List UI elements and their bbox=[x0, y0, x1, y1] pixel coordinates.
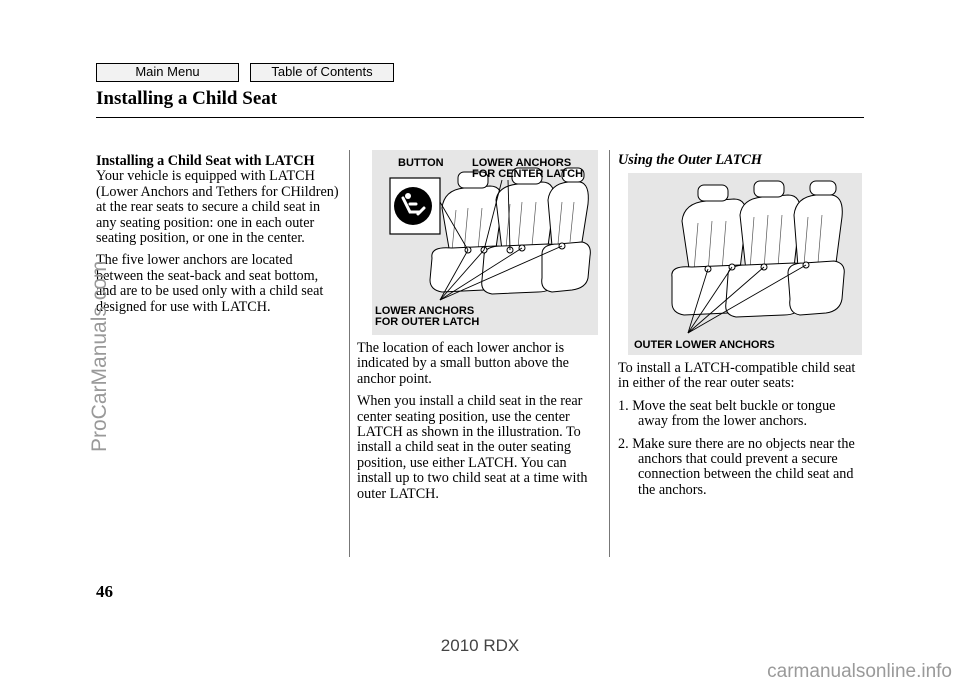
step-2: 2. Make sure there are no objects near the anchors that could prevent a secure connection between the child seat and the anchors. bbox=[618, 435, 855, 498]
model-footer: 2010 RDX bbox=[440, 636, 520, 655]
outer-latch-intro: To install a LATCH-compatible child seat in either of the rear outer seats: bbox=[618, 360, 856, 392]
side-watermark: ProCarManuals.com bbox=[88, 260, 111, 452]
outer-latch-heading: Using the Outer LATCH bbox=[618, 152, 762, 168]
intro-paragraph: Your vehicle is equipped with LATCH (Lower Anchors and Tethers for CHildren) at the rear seats to secure a child seat in any seating position: one in each outer seating position, or one in the center. bbox=[96, 168, 339, 247]
outer-lower-anchors-label: OUTER LOWER ANCHORS bbox=[634, 339, 775, 351]
column-divider-1 bbox=[349, 150, 350, 557]
table-of-contents-button[interactable]: Table of Contents bbox=[250, 63, 394, 82]
center-anchors-label-line2: FOR CENTER LATCH bbox=[472, 168, 584, 180]
column-1 bbox=[96, 154, 340, 322]
button-location-paragraph: The location of each lower anchor is indicated by a small button above the anchor point. bbox=[357, 340, 569, 387]
outer-anchors-label-line1: LOWER ANCHORS bbox=[375, 305, 475, 317]
outer-anchors-drawing bbox=[628, 173, 862, 355]
step-1: 1. Move the seat belt buckle or tongue away from the lower anchors. bbox=[618, 397, 836, 430]
bottom-watermark: carmanualsonline.info bbox=[767, 661, 952, 682]
button-label: BUTTON bbox=[398, 157, 444, 169]
outer-latch-illustration bbox=[628, 173, 862, 355]
column-2 bbox=[357, 341, 603, 509]
page-title: Installing a Child Seat bbox=[96, 88, 278, 109]
center-latch-illustration bbox=[372, 150, 598, 335]
header-rule bbox=[96, 117, 864, 118]
center-anchors-label-line1: LOWER ANCHORS bbox=[472, 157, 572, 169]
column-3-heading-area bbox=[618, 153, 868, 173]
section-heading: Installing a Child Seat with LATCH bbox=[96, 153, 315, 169]
main-menu-button[interactable]: Main Menu bbox=[96, 63, 239, 82]
outer-anchors-label-line2: FOR OUTER LATCH bbox=[375, 316, 480, 328]
page-number: 46 bbox=[96, 582, 113, 601]
column-divider-2 bbox=[609, 150, 610, 557]
anchors-paragraph: The five lower anchors are located between the seat-back and seat bottom, and are to be used only with a child seat designed for use with LATCH. bbox=[96, 252, 324, 315]
center-latch-paragraph: When you install a child seat in the rear center seating position, use the center LATCH as shown in the illustration. To install a child seat in the outer seating position, use either LATCH. You can install up to two child seat at a time with outer LATCH. bbox=[357, 393, 588, 502]
column-3-text bbox=[618, 361, 868, 505]
